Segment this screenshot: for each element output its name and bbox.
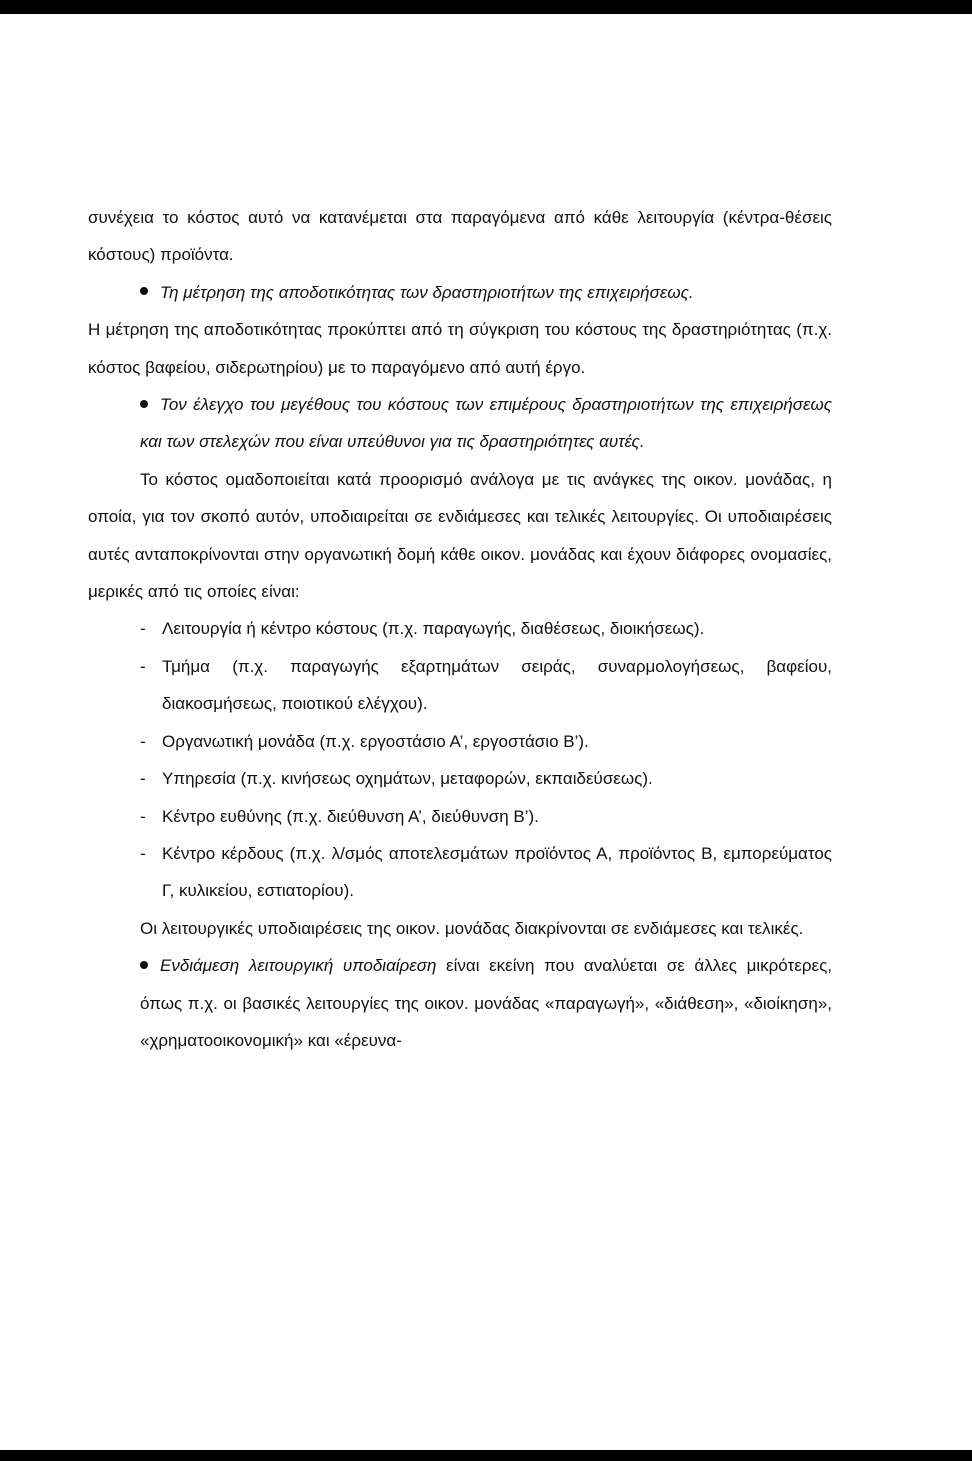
dash-marker: - [140,806,146,826]
paragraph-efficiency: Η μέτρηση της αποδοτικότητας προκύπτει από τη σύγκριση του κόστους της δραστηριότητας (π.χ. κόστος βαφείου, σιδερωτηρίου) με το παραγόμενο από αυτή έργο. [88,320,832,377]
dash-marker: - [140,619,146,639]
list-item: - Τμήμα (π.χ. παραγωγής εξαρτημάτων σειράς, συναρμολογήσεως, βαφείου, διακοσμήσεως, ποιοτικού ελέγχου). [88,648,832,723]
subdivision-list [88,610,832,909]
dash-marker: - [140,731,146,751]
bullet-term: Ενδιάμεση λειτουργική υποδιαίρεση [160,956,437,976]
bullet-icon [140,400,148,408]
list-item: - Κέντρο ευθύνης (π.χ. διεύθυνση Α’, διεύθυνση Β’). [88,798,832,835]
dash-marker: - [140,843,146,863]
paragraph-intro: συνέχεια το κόστος αυτό να κατανέμεται στα παραγόμενα από κάθε λειτουργία (κέντρα-θέσεις κόστους) προϊόντα. [88,208,832,265]
dash-marker: - [140,769,146,789]
list-item: - Οργανωτική μονάδα (π.χ. εργοστάσιο Α’, εργοστάσιο Β’). [88,723,832,760]
bullet-item-intermediate [88,947,832,1059]
list-item: - Υπηρεσία (π.χ. κινήσεως οχημάτων, μεταφορών, εκπαιδεύσεως). [88,760,832,797]
bullet-text: Τον έλεγχο του μεγέθους του κόστους των επιμέρους δραστηριοτήτων της επιχειρήσεως και των στελεχών που είναι υπεύθυνοι για τις δραστηριότητες αυτές. [140,395,832,452]
bullet-text: Τη μέτρηση της αποδοτικότητας των δραστηριοτήτων της επιχειρήσεως. [160,282,694,302]
bullet-icon [140,961,148,969]
bullet-item-control [88,386,832,461]
bullet-icon [140,287,148,295]
bullet-item-efficiency [88,274,832,311]
bullet-text: είναι εκείνη που αναλύεται σε άλλες μικρότερες, όπως π.χ. οι βασικές λειτουργίες της οικον. μονάδας «παραγωγή», «διάθεση», «διοίκηση», «χρηματοοικονομική» και «έρευνα- [140,956,832,1050]
paragraph-grouping: Το κόστος ομαδοποιείται κατά προορισμό ανάλογα με τις ανάγκες της οικον. μονάδας, η οποία, για τον σκοπό αυτόν, υποδιαιρείται σε ενδιάμεσες και τελικές λειτουργίες. Οι υποδιαιρέσεις αυτές ανταποκρίνονται στην οργανωτική δομή κάθε οικον. μονάδας και έχουν διάφορες ονομασίες, μερικές από τις οποίες είναι: [88,469,832,602]
document-body [88,199,832,1059]
paragraph-subdivisions: Οι λειτουργικές υποδιαιρέσεις της οικον. μονάδας διακρίνονται σε ενδιάμεσες και τελικές. [140,918,804,938]
document-page [0,14,972,1450]
list-item: - Λειτουργία ή κέντρο κόστους (π.χ. παραγωγής, διαθέσεως, διοικήσεως). [88,610,832,647]
list-item: - Κέντρο κέρδους (π.χ. λ/σμός αποτελεσμάτων προϊόντος Α, προϊόντος Β, εμπορεύματος Γ, κυλικείου, εστιατορίου). [88,835,832,910]
dash-marker: - [140,656,146,676]
